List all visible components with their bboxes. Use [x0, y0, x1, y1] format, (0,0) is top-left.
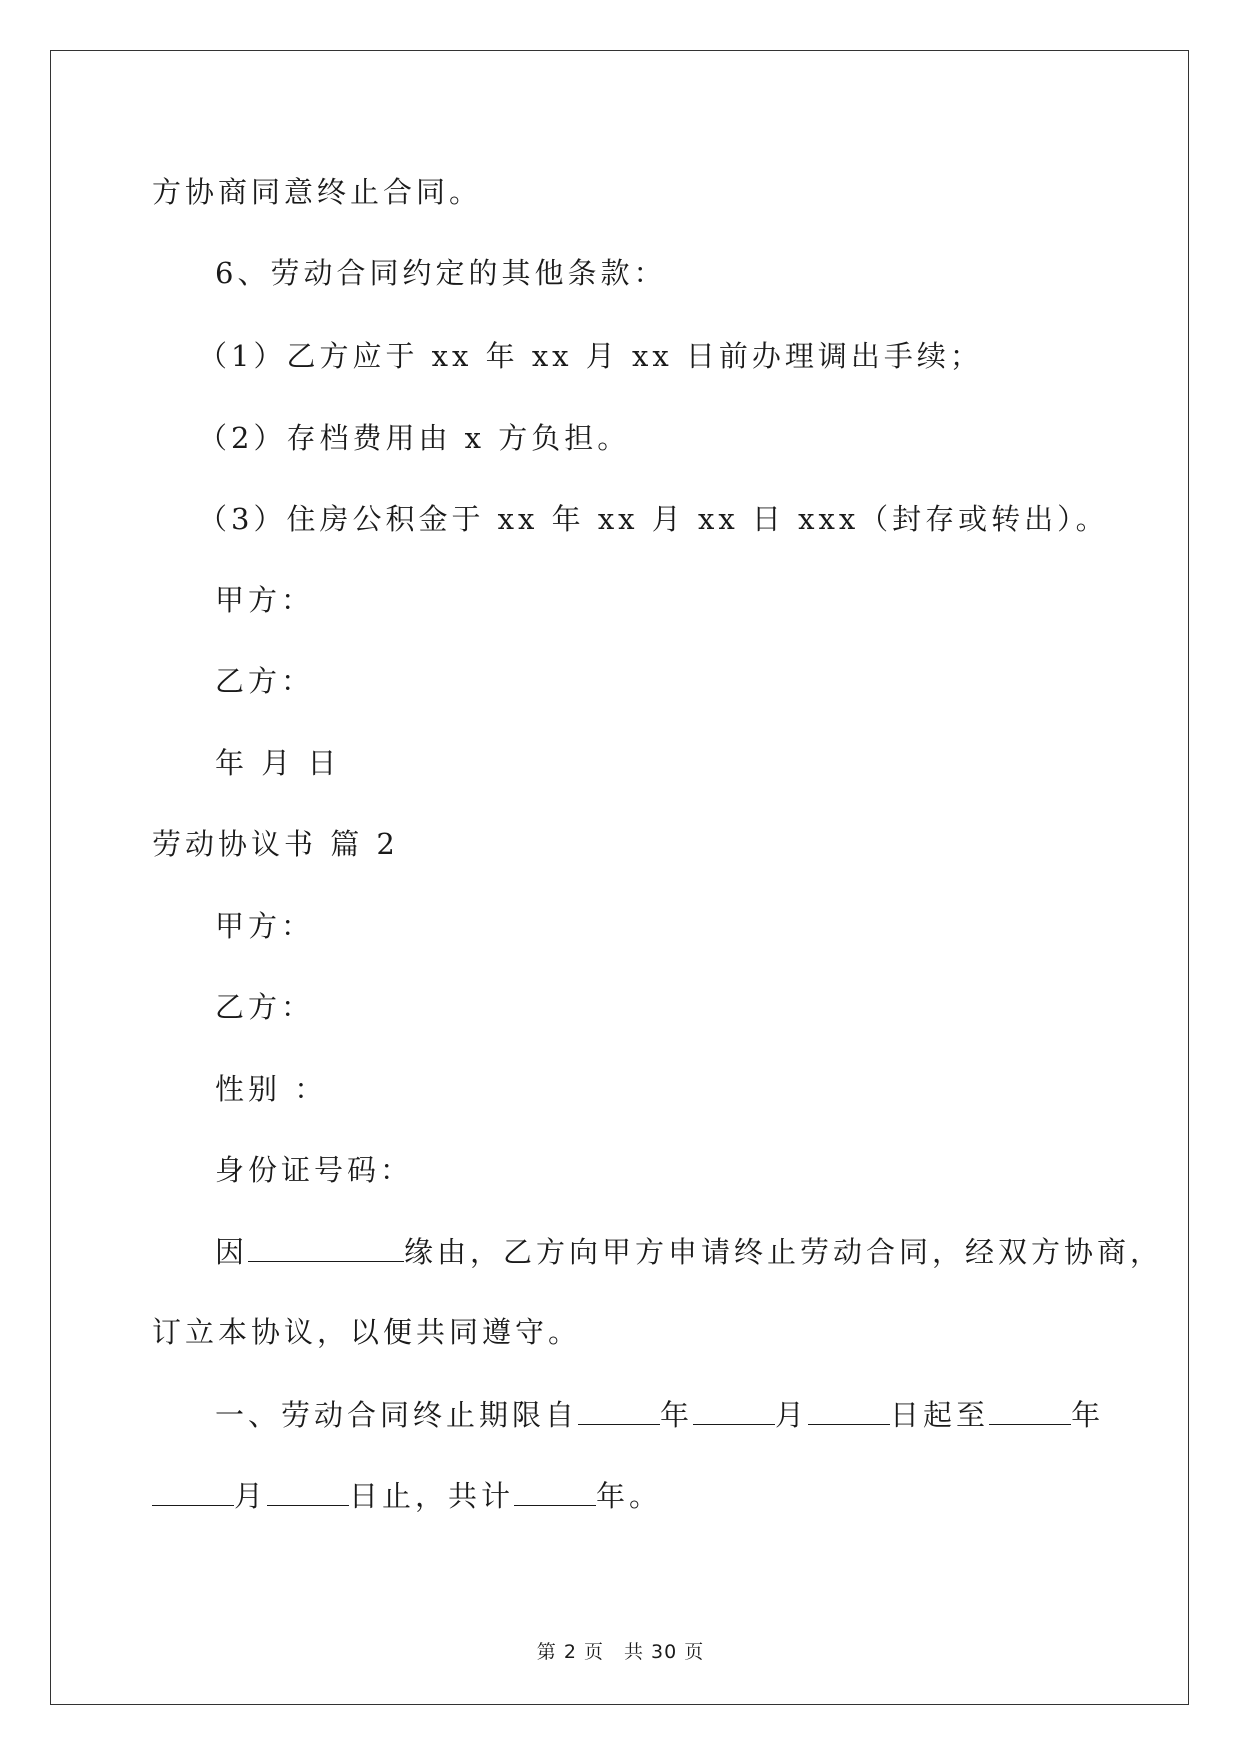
- party-a-label: 甲方：: [215, 583, 315, 617]
- term-line-1: [215, 1400, 1104, 1430]
- term-line-2: [152, 1481, 662, 1511]
- start-month-unit: 月: [775, 1398, 809, 1432]
- reason-text: 缘由，乙方向甲方申请终止劳动合同，经双方协商，: [404, 1235, 1164, 1269]
- end-year-unit: 年: [1071, 1398, 1105, 1432]
- reason-prefix: 因: [215, 1235, 249, 1269]
- reason-blank: [248, 1237, 404, 1262]
- start-day-unit: 日起至: [890, 1398, 990, 1432]
- text-line-contract-end: 方协商同意终止合同。: [152, 175, 483, 209]
- end-month-unit: 月: [234, 1479, 268, 1513]
- start-day-blank: [808, 1400, 890, 1425]
- start-year-blank: [578, 1400, 660, 1425]
- clause-6-heading: 6、劳动合同约定的其他条款：: [215, 256, 667, 290]
- end-day-unit: 日止，共计: [349, 1479, 515, 1513]
- gender-label: 性别 ：: [215, 1072, 328, 1106]
- id-number-label: 身份证号码：: [215, 1153, 414, 1187]
- clause-6-item-3: （3）住房公积金于 xx 年 xx 月 xx 日 xxx（封存或转出）。: [198, 502, 1109, 536]
- end-day-blank: [267, 1481, 349, 1506]
- end-year-blank: [989, 1400, 1071, 1425]
- party-b-label-2: 乙方：: [215, 990, 315, 1024]
- party-b-label: 乙方：: [215, 664, 315, 698]
- total-years-blank: [514, 1481, 596, 1506]
- party-a-label-2: 甲方：: [215, 909, 315, 943]
- page-total: 共 30 页: [623, 1641, 705, 1663]
- start-year-unit: 年: [660, 1398, 694, 1432]
- page-border: [50, 50, 1189, 1705]
- term-prefix: 一、劳动合同终止期限自: [215, 1398, 579, 1432]
- page-footer: [0, 1637, 1241, 1664]
- clause-6-item-2: （2）存档费用由 x 方负担。: [198, 421, 631, 455]
- clause-6-item-1: （1）乙方应于 xx 年 xx 月 xx 日前办理调出手续；: [198, 339, 983, 373]
- date-line: 年 月 日: [215, 746, 341, 780]
- section-title-part-2: 劳动协议书 篇 2: [152, 827, 399, 861]
- reason-line: [215, 1237, 1163, 1267]
- total-years-unit: 年。: [596, 1479, 663, 1513]
- page-number: 第 2 页: [536, 1641, 604, 1663]
- end-month-blank: [152, 1481, 234, 1506]
- start-month-blank: [693, 1400, 775, 1425]
- agreement-purpose: 订立本协议，以便共同遵守。: [152, 1315, 582, 1349]
